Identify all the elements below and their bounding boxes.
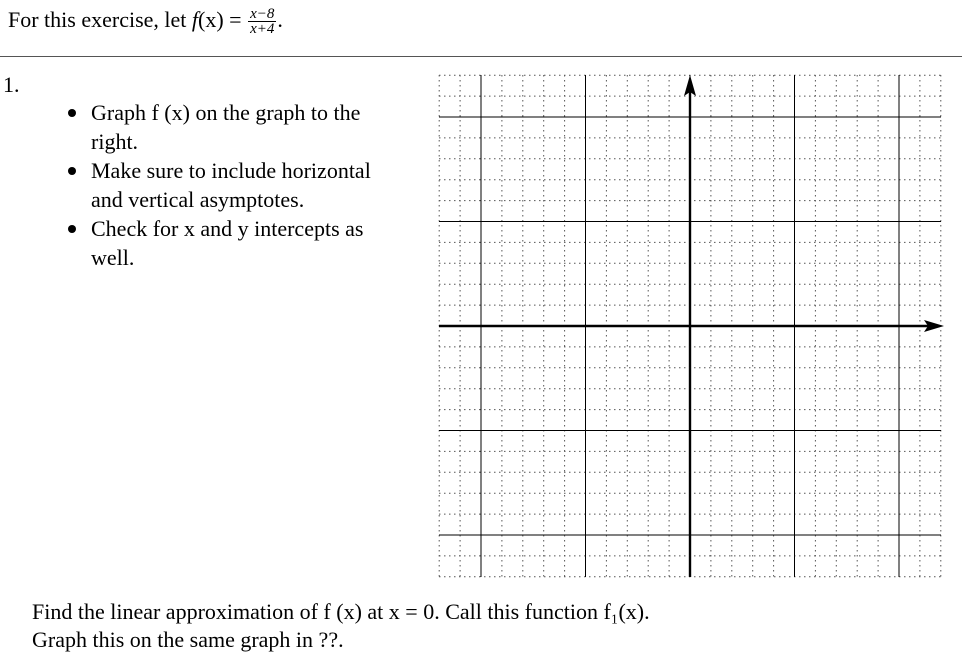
footer-line-1: Find the linear approximation of f (x) at x = 0. Call this function f₁(x).	[32, 599, 650, 624]
instruction-item: Check for x and y intercepts as well.	[66, 214, 406, 272]
fraction-numerator: x−8	[250, 6, 275, 23]
fraction-denominator: x+4	[250, 21, 275, 38]
header-func-arg: (x) =	[198, 7, 248, 32]
linear-approximation-text	[32, 598, 650, 654]
problem-number: 1.	[3, 72, 20, 97]
header-suffix: .	[277, 7, 283, 32]
instruction-item: Graph f (x) on the graph to the right.	[66, 98, 406, 156]
header-prefix: For this exercise, let	[8, 7, 192, 32]
footer-line-2: Graph this on the same graph in ??.	[32, 627, 344, 652]
instruction-item: Make sure to include horizontal and vertical asymptotes.	[66, 156, 406, 214]
header-func-name: f	[191, 7, 199, 32]
